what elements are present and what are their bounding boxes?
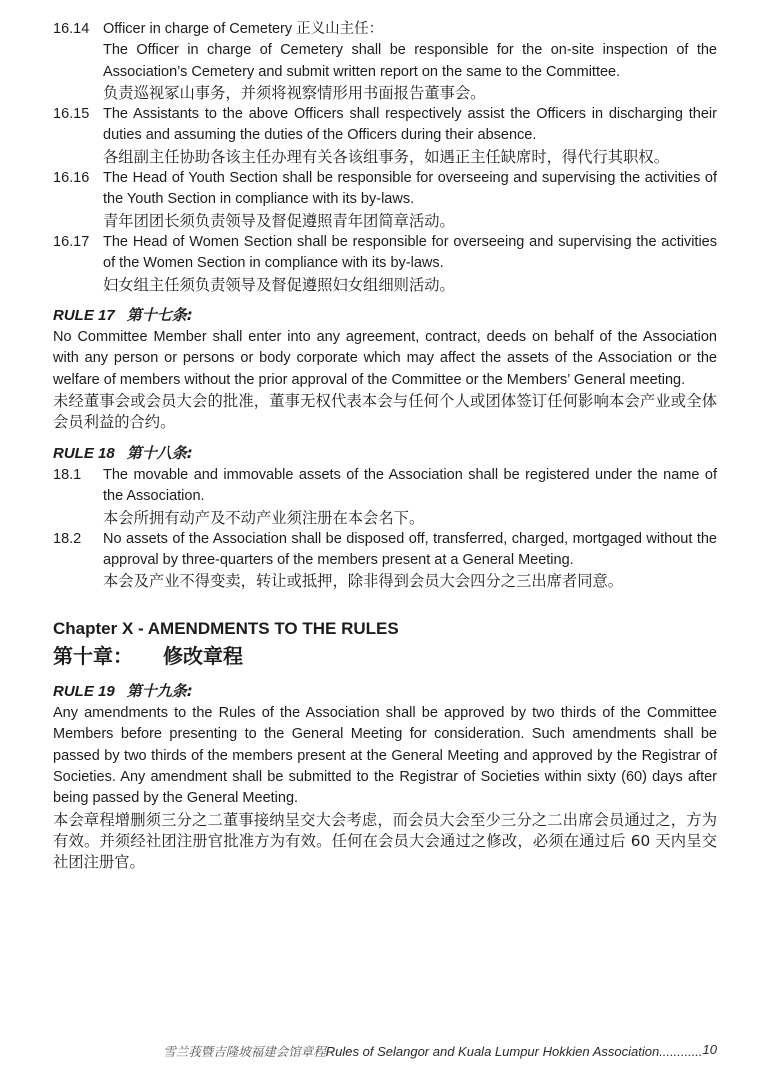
rule-item-16-17: [53, 232, 717, 296]
rule-item-body: [103, 19, 717, 104]
rule-item-text-en: The Head of Women Section shall be responsible for overseeing and supervising the activities of the Women Section in compliance with its by-laws.: [103, 233, 717, 272]
chapter-10-zh-title: 修改章程: [163, 643, 243, 668]
rule-18-heading: [53, 443, 717, 464]
rule-17-label: RULE 17: [53, 306, 115, 324]
rule-19-text-en: Any amendments to the Rules of the Association shall be approved by two thirds of the Committee Members before presenting to the General Meeting for consideration. Such amendments shall be passed by two thirds of the members present at the General Meeting and approved by the Registrar of Societies. Any amendment shall be submitted to the Registrar of Societies within sixty (60) days after being passed by the General Meeting.: [53, 705, 717, 807]
rule-19-text-zh: 本会章程增删须三分之二董事接纳呈交大会考虑，而会员大会至少三分之二出席会员通过之，方为有效。并须经社团注册官批准方为有效。任何在会员大会通过之修改，必须在通过后 60 天内呈交社团注册官。: [53, 810, 717, 872]
chapter-10-heading-block: [53, 616, 717, 672]
rule-item-number: 18.1: [53, 466, 82, 483]
chapter-10-title-en: Chapter X - AMENDMENTS TO THE RULES: [53, 618, 399, 638]
rule-item-body: [103, 168, 717, 232]
rule-item-body: [103, 104, 717, 168]
rule-item-body: [103, 529, 717, 593]
rule-17-label-zh: 第十七条:: [126, 305, 193, 324]
rule-item-text-en: The Assistants to the above Officers shall respectively assist the Officers in discharging their duties and assuming the duties of the Officers during their absence.: [103, 106, 717, 144]
rule-item-16-14: [53, 19, 717, 104]
page-footer: [163, 1041, 717, 1062]
footer-title-en: Rules of Selangor and Kuala Lumpur Hokkien Association: [325, 1043, 660, 1059]
rule-19-label: RULE 19: [53, 682, 115, 700]
rule-19-heading: [53, 681, 717, 702]
rule-item-text-en: The Officer in charge of Cemetery shall be responsible for the on-site inspection of the Association’s Cemetery and submit written report on the same to the Committee.: [103, 42, 717, 80]
chapter-10-title-zh: [53, 641, 717, 672]
rule-18-label: RULE 18: [53, 444, 115, 462]
rule-item-text-en: The movable and immovable assets of the Association shall be registered under the name of the Association.: [103, 466, 717, 505]
rule-item-text-zh: 本会及产业不得变卖，转让或抵押，除非得到会员大会四分之三出席者同意。: [103, 572, 624, 591]
rule-item-number: 16.15: [53, 106, 90, 123]
rule-17-text-zh: 未经董事会或会员大会的批准，董事无权代表本会与任何个人或团体签订任何影响本会产业或全体会员利益的合约。: [53, 392, 717, 432]
rule-item-text-zh: 妇女组主任须负责领导及督促遵照妇女组细则活动。: [103, 275, 455, 294]
rule-item-text-zh: 负责巡视冢山事务，并须将视察情形用书面报告董事会。: [103, 83, 486, 102]
rule-item-16-15: [53, 104, 717, 168]
rule-item-number: 16.17: [53, 233, 90, 250]
rule-item-number: 16.14: [53, 21, 90, 37]
rule-item-number: 18.2: [53, 530, 82, 547]
rule-item-18-1: [53, 465, 717, 529]
rule-item-text-zh: 各组副主任协助各该主任办理有关各该组事务，如遇正主任缺席时，得代行其职权。: [103, 147, 669, 166]
rule-item-text-zh: 本会所拥有动产及不动产业须注册在本会名下。: [103, 508, 425, 527]
rule-item-18-2: [53, 529, 717, 593]
rule-item-text-en: No assets of the Association shall be disposed off, transferred, charged, mortgaged without the approval by three-quarters of the members present at a General Meeting.: [103, 530, 717, 569]
rule-item-body: [103, 232, 717, 296]
rule-19-label-zh: 第十九条:: [126, 681, 193, 700]
rule-17-heading: [53, 305, 717, 326]
rule-18-label-zh: 第十八条:: [126, 443, 193, 462]
footer-dot-leader: ............: [659, 1043, 703, 1059]
rule-item-16-16: [53, 168, 717, 232]
chapter-10-zh-label: 第十章：: [53, 643, 133, 668]
rule-item-text-en: The Head of Youth Section shall be responsible for overseeing and supervising the activities of the Youth Section in compliance with its by-laws.: [103, 170, 717, 208]
rule-item-title: Officer in charge of Cemetery 正义山主任：: [103, 21, 384, 37]
rule-item-text-zh: 青年团团长须负责领导及督促遵照青年团简章活动。: [103, 211, 455, 230]
footer-page-number: 10: [702, 1041, 717, 1057]
footer-title-zh: 雪兰莪暨吉隆坡福建会馆章程: [163, 1043, 326, 1059]
rule-item-body: [103, 465, 717, 529]
rule-item-number: 16.16: [53, 170, 90, 187]
rule-17-text-en: No Committee Member shall enter into any agreement, contract, deeds on behalf of the Association with any person or persons or body corporate which may affect the assets of the Association or the welfare of members without the prior approval of the Committee or the Members’ General meeting.: [53, 329, 717, 388]
